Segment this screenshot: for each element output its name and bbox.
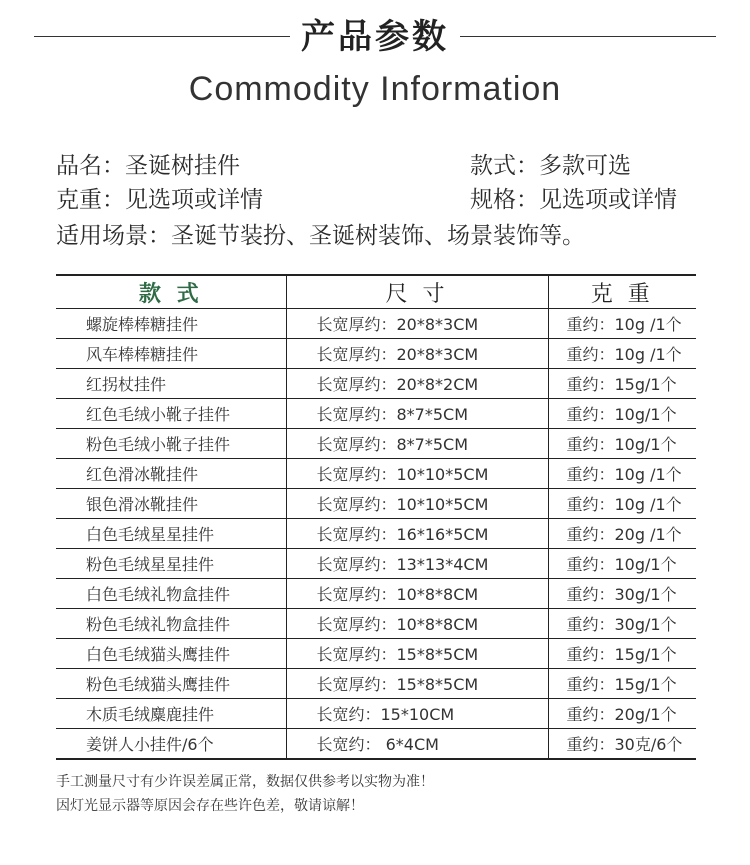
cell-weight: 重约：10g /1个 bbox=[548, 309, 696, 339]
table-row bbox=[56, 669, 696, 699]
cell-style: 红色滑冰靴挂件 bbox=[56, 459, 286, 489]
cell-weight: 重约：20g /1个 bbox=[548, 519, 696, 549]
cell-style: 螺旋棒棒糖挂件 bbox=[56, 309, 286, 339]
table-row bbox=[56, 429, 696, 459]
table-header-row bbox=[56, 275, 696, 309]
cell-size: 长宽厚约：15*8*5CM bbox=[286, 639, 548, 669]
cell-style: 姜饼人小挂件/6个 bbox=[56, 729, 286, 760]
page-title: 产品参数 bbox=[301, 17, 449, 57]
cell-style: 白色毛绒星星挂件 bbox=[56, 519, 286, 549]
page-subtitle: Commodity Information bbox=[188, 70, 562, 108]
cell-weight: 重约：30克/6个 bbox=[548, 729, 696, 760]
cell-weight: 重约：15g/1个 bbox=[548, 369, 696, 399]
spec-table bbox=[56, 274, 696, 760]
cell-size: 长宽厚约：10*8*8CM bbox=[286, 609, 548, 639]
cell-style: 红拐杖挂件 bbox=[56, 369, 286, 399]
info-row-2 bbox=[56, 184, 716, 216]
cell-size: 长宽厚约：10*10*5CM bbox=[286, 489, 548, 519]
cell-style: 白色毛绒猫头鹰挂件 bbox=[56, 639, 286, 669]
table-row bbox=[56, 489, 696, 519]
table-row bbox=[56, 339, 696, 369]
cell-weight: 重约：10g/1个 bbox=[548, 429, 696, 459]
cell-size: 长宽约：15*10CM bbox=[286, 699, 548, 729]
cell-size: 长宽厚约：20*8*3CM bbox=[286, 309, 548, 339]
cell-size: 长宽厚约：16*16*5CM bbox=[286, 519, 548, 549]
cell-size: 长宽厚约：10*8*8CM bbox=[286, 579, 548, 609]
cell-weight: 重约：10g/1个 bbox=[548, 549, 696, 579]
product-spec: 规格：见选项或详情 bbox=[470, 187, 677, 213]
cell-size: 长宽厚约：10*10*5CM bbox=[286, 459, 548, 489]
header-style: 款 式 bbox=[56, 275, 286, 309]
product-weight: 克重：见选项或详情 bbox=[56, 187, 263, 213]
product-usage: 适用场景：圣诞节装扮、圣诞树装饰、场景装饰等。 bbox=[56, 223, 585, 249]
cell-weight: 重约：10g /1个 bbox=[548, 339, 696, 369]
cell-style: 粉色毛绒猫头鹰挂件 bbox=[56, 669, 286, 699]
product-style: 款式：多款可选 bbox=[470, 153, 631, 179]
cell-size: 长宽厚约：8*7*5CM bbox=[286, 429, 548, 459]
cell-weight: 重约：30g/1个 bbox=[548, 609, 696, 639]
cell-weight: 重约：10g /1个 bbox=[548, 489, 696, 519]
cell-style: 白色毛绒礼物盒挂件 bbox=[56, 579, 286, 609]
note-measurement: 手工测量尺寸有少许误差属正常，数据仅供参考以实物为准！ bbox=[56, 774, 434, 790]
cell-size: 长宽厚约：15*8*5CM bbox=[286, 669, 548, 699]
table-row bbox=[56, 549, 696, 579]
table-row bbox=[56, 729, 696, 760]
table-row bbox=[56, 579, 696, 609]
table-row bbox=[56, 519, 696, 549]
table-row bbox=[56, 609, 696, 639]
cell-size: 长宽厚约：20*8*2CM bbox=[286, 369, 548, 399]
table-row bbox=[56, 369, 696, 399]
table-row bbox=[56, 459, 696, 489]
product-name: 品名：圣诞树挂件 bbox=[56, 153, 240, 179]
cell-size: 长宽厚约：20*8*3CM bbox=[286, 339, 548, 369]
cell-style: 红色毛绒小靴子挂件 bbox=[56, 399, 286, 429]
table-row bbox=[56, 309, 696, 339]
cell-weight: 重约：30g/1个 bbox=[548, 579, 696, 609]
info-row-3 bbox=[56, 220, 716, 252]
header-weight: 克 重 bbox=[548, 275, 696, 309]
cell-style: 粉色毛绒礼物盒挂件 bbox=[56, 609, 286, 639]
cell-style: 银色滑冰靴挂件 bbox=[56, 489, 286, 519]
cell-size: 长宽约： 6*4CM bbox=[286, 729, 548, 760]
cell-style: 粉色毛绒星星挂件 bbox=[56, 549, 286, 579]
note-color: 因灯光显示器等原因会存在些许色差，敬请谅解！ bbox=[56, 798, 364, 814]
title-row bbox=[0, 14, 750, 60]
cell-style: 木质毛绒麋鹿挂件 bbox=[56, 699, 286, 729]
header-size: 尺 寸 bbox=[286, 275, 548, 309]
info-row-1 bbox=[56, 150, 716, 182]
cell-size: 长宽厚约：13*13*4CM bbox=[286, 549, 548, 579]
cell-weight: 重约：10g /1个 bbox=[548, 459, 696, 489]
title-divider-right bbox=[460, 36, 716, 37]
cell-weight: 重约：15g/1个 bbox=[548, 639, 696, 669]
table-row bbox=[56, 639, 696, 669]
table-row bbox=[56, 399, 696, 429]
cell-weight: 重约：10g/1个 bbox=[548, 399, 696, 429]
cell-style: 粉色毛绒小靴子挂件 bbox=[56, 429, 286, 459]
table-row bbox=[56, 699, 696, 729]
cell-weight: 重约：20g/1个 bbox=[548, 699, 696, 729]
cell-style: 风车棒棒糖挂件 bbox=[56, 339, 286, 369]
cell-size: 长宽厚约：8*7*5CM bbox=[286, 399, 548, 429]
cell-weight: 重约：15g/1个 bbox=[548, 669, 696, 699]
